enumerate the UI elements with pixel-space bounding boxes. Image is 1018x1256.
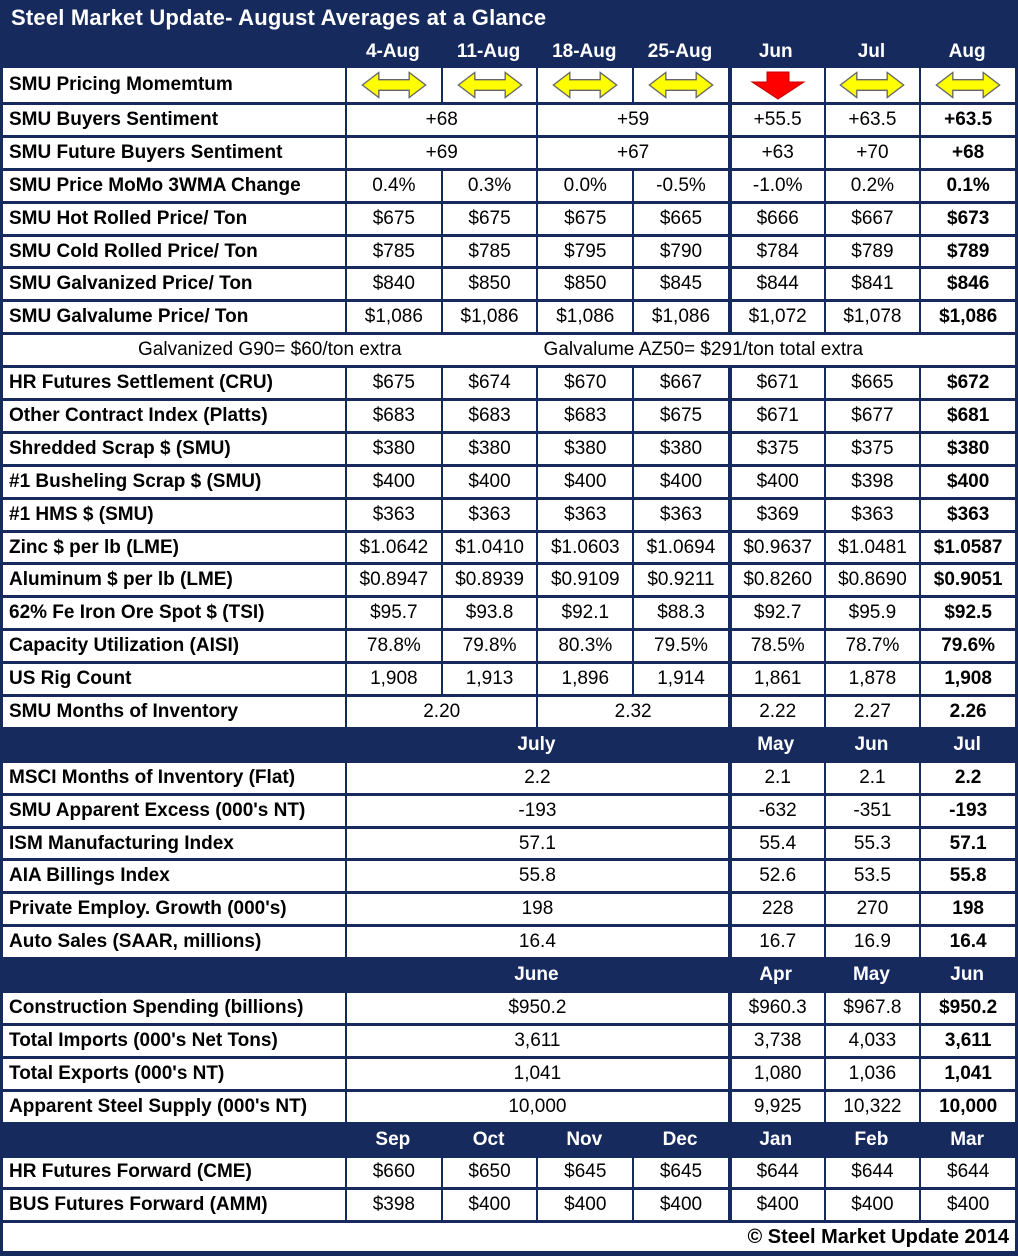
cell-value: 0.0%	[536, 171, 632, 201]
cell-value: 16.7	[728, 927, 824, 957]
cell-value: $88.3	[632, 598, 728, 628]
column-header: Jun	[950, 964, 985, 986]
cell-value: 9,925	[728, 1092, 824, 1122]
row-label: US Rig Count	[9, 668, 132, 690]
cell-value: 16.4	[345, 927, 728, 957]
cell-value: $672	[919, 368, 1015, 398]
cell-value: 16.4	[919, 927, 1015, 957]
cell-value: $660	[345, 1158, 441, 1188]
cell-value: $1.0587	[919, 533, 1015, 563]
cell-value: $670	[536, 368, 632, 398]
cell-value: $400	[919, 1190, 1015, 1220]
cell-value: 0.1%	[919, 171, 1015, 201]
cell-value: -351	[824, 796, 920, 826]
cell-value: 2.1	[824, 763, 920, 793]
table-row	[3, 398, 1015, 431]
cell-value: $400	[728, 1190, 824, 1220]
table-row	[3, 201, 1015, 234]
row-label: SMU Price MoMo 3WMA Change	[9, 174, 301, 196]
left-right-arrow-icon	[441, 68, 537, 102]
column-header: Jun	[854, 733, 889, 755]
cell-value: $683	[345, 401, 441, 431]
cell-value: $950.2	[919, 993, 1015, 1023]
cell-value: 78.7%	[824, 631, 920, 661]
cell-value: $666	[728, 204, 824, 234]
cell-value: 10,000	[345, 1092, 728, 1122]
row-label: Private Employ. Growth (000's)	[9, 898, 287, 920]
cell-value: 79.8%	[441, 631, 537, 661]
cell-value: 55.8	[919, 861, 1015, 891]
cell-value: $683	[536, 401, 632, 431]
column-header: Jun	[758, 41, 793, 62]
cell-value: $95.9	[824, 598, 920, 628]
table-row	[3, 661, 1015, 694]
cell-value: -632	[728, 796, 824, 826]
cell-value: $784	[728, 237, 824, 267]
table-row	[3, 858, 1015, 891]
cell-value: $0.8690	[824, 565, 920, 595]
cell-value: 1,896	[536, 664, 632, 694]
header-empty-label	[3, 1125, 345, 1155]
row-label: BUS Futures Forward (AMM)	[9, 1194, 268, 1216]
cell-value: $785	[345, 237, 441, 267]
title-row	[3, 0, 1015, 36]
header-empty-label	[3, 960, 345, 990]
cell-value: 0.3%	[441, 171, 537, 201]
cell-value: $400	[441, 1190, 537, 1220]
cell-value: $1,086	[441, 302, 537, 332]
left-right-arrow-icon	[536, 68, 632, 102]
cell-value: $671	[728, 368, 824, 398]
cell-value: 55.8	[345, 861, 728, 891]
table-row	[3, 826, 1015, 859]
cell-value: 1,861	[728, 664, 824, 694]
cell-value: $400	[441, 467, 537, 497]
column-header: July	[517, 733, 556, 755]
table-row	[3, 694, 1015, 727]
page-title: Steel Market Update- August Averages at a Glance	[11, 5, 547, 30]
cell-value: $850	[441, 269, 537, 299]
cell-value: +68	[345, 105, 536, 135]
column-header: Apr	[759, 964, 793, 986]
table-row	[3, 299, 1015, 332]
cell-value: 4,033	[824, 1026, 920, 1056]
cell-value: $840	[345, 269, 441, 299]
cell-value: $380	[441, 434, 537, 464]
colheader-row	[3, 36, 1015, 65]
cell-value: +68	[919, 138, 1015, 168]
cell-value: -0.5%	[632, 171, 728, 201]
cell-value: $675	[345, 368, 441, 398]
cell-value: 3,611	[345, 1026, 728, 1056]
row-label: Zinc $ per lb (LME)	[9, 536, 179, 558]
row-label: SMU Months of Inventory	[9, 700, 239, 722]
cell-value: 80.3%	[536, 631, 632, 661]
subheader-row	[3, 957, 1015, 990]
table-row	[3, 990, 1015, 1023]
row-label: SMU Galvalume Price/ Ton	[9, 306, 249, 328]
table-row	[3, 760, 1015, 793]
row-label: SMU Buyers Sentiment	[9, 108, 219, 130]
cell-value: $1,072	[728, 302, 824, 332]
cell-value: 2.2	[345, 763, 728, 793]
cell-value: $363	[345, 500, 441, 530]
cell-value: $400	[345, 467, 441, 497]
cell-value: $375	[824, 434, 920, 464]
column-header: Feb	[854, 1128, 889, 1150]
cell-value: $675	[345, 204, 441, 234]
table-row	[3, 530, 1015, 563]
cell-value: 2.22	[728, 697, 824, 727]
column-header: May	[757, 733, 795, 755]
row-label: SMU Apparent Excess (000's NT)	[9, 799, 306, 821]
column-header: 25-Aug	[647, 41, 713, 62]
cell-value: $785	[441, 237, 537, 267]
cell-value: $0.9211	[632, 565, 728, 595]
left-right-arrow-icon	[824, 68, 920, 102]
cell-value: $1.0481	[824, 533, 920, 563]
cell-value: 0.2%	[824, 171, 920, 201]
cell-value: $960.3	[728, 993, 824, 1023]
cell-value: $675	[536, 204, 632, 234]
note-galvanized: Galvanized G90= $60/ton extra	[138, 339, 402, 361]
cell-value: $375	[728, 434, 824, 464]
column-header: Aug	[948, 41, 986, 62]
note-row	[3, 332, 1015, 365]
cell-value: $790	[632, 237, 728, 267]
cell-value: -193	[345, 796, 728, 826]
row-label: MSCI Months of Inventory (Flat)	[9, 766, 296, 788]
cell-value: 198	[919, 894, 1015, 924]
cell-value: $675	[441, 204, 537, 234]
cell-value: $363	[536, 500, 632, 530]
column-header: 4-Aug	[365, 41, 420, 62]
note-text	[3, 335, 1015, 365]
cell-value: 2.20	[345, 697, 536, 727]
cell-value: $400	[824, 1190, 920, 1220]
row-label: Other Contract Index (Platts)	[9, 404, 268, 426]
row-label: Auto Sales (SAAR, millions)	[9, 931, 262, 953]
cell-value: $369	[728, 500, 824, 530]
cell-value: 79.5%	[632, 631, 728, 661]
table-row	[3, 793, 1015, 826]
column-header: Nov	[566, 1128, 603, 1150]
row-label: SMU Hot Rolled Price/ Ton	[9, 207, 248, 229]
cell-value: $845	[632, 269, 728, 299]
cell-value: $0.9637	[728, 533, 824, 563]
cell-value: 228	[728, 894, 824, 924]
cell-value: $671	[728, 401, 824, 431]
note-galvalume: Galvalume AZ50= $291/ton total extra	[543, 339, 864, 361]
left-right-arrow-icon	[919, 68, 1015, 102]
cell-value: 1,036	[824, 1059, 920, 1089]
cell-value: $363	[441, 500, 537, 530]
cell-value: 16.9	[824, 927, 920, 957]
cell-value: 3,611	[919, 1026, 1015, 1056]
footer-row	[3, 1220, 1015, 1251]
cell-value: $363	[632, 500, 728, 530]
row-label: SMU Future Buyers Sentiment	[9, 141, 283, 163]
cell-value: $400	[919, 467, 1015, 497]
cell-value: 2.1	[728, 763, 824, 793]
column-header: Jul	[857, 41, 886, 62]
column-header: June	[514, 964, 559, 986]
cell-value: $850	[536, 269, 632, 299]
cell-value: $967.8	[824, 993, 920, 1023]
table-row	[3, 102, 1015, 135]
cell-value: 10,322	[824, 1092, 920, 1122]
table-row	[3, 891, 1015, 924]
table-row	[3, 924, 1015, 957]
column-header: Dec	[662, 1128, 698, 1150]
cell-value: $92.1	[536, 598, 632, 628]
cell-value: $1,086	[919, 302, 1015, 332]
cell-value: $1.0603	[536, 533, 632, 563]
cell-value: $0.8260	[728, 565, 824, 595]
cell-value: $92.7	[728, 598, 824, 628]
cell-value: 79.6%	[919, 631, 1015, 661]
table-row	[3, 1023, 1015, 1056]
cell-value: 1,913	[441, 664, 537, 694]
row-label: 62% Fe Iron Ore Spot $ (TSI)	[9, 602, 265, 624]
row-label: AIA Billings Index	[9, 865, 170, 887]
cell-value: 2.2	[919, 763, 1015, 793]
cell-value: 1,908	[345, 664, 441, 694]
cell-value: 270	[824, 894, 920, 924]
cell-value: $789	[919, 237, 1015, 267]
table-row	[3, 135, 1015, 168]
table-row	[3, 266, 1015, 299]
row-label: Capacity Utilization (AISI)	[9, 635, 240, 657]
cell-value: $681	[919, 401, 1015, 431]
cell-value: 1,041	[345, 1059, 728, 1089]
cell-value: $846	[919, 269, 1015, 299]
cell-value: $675	[632, 401, 728, 431]
cell-value: $400	[632, 467, 728, 497]
cell-value: $683	[441, 401, 537, 431]
cell-value: $1.0694	[632, 533, 728, 563]
column-header: May	[852, 964, 890, 986]
cell-value: +63.5	[919, 105, 1015, 135]
cell-value: 198	[345, 894, 728, 924]
cell-value: 78.8%	[345, 631, 441, 661]
row-label: Total Imports (000's Net Tons)	[9, 1029, 278, 1051]
cell-value: $398	[824, 467, 920, 497]
cell-value: 55.3	[824, 829, 920, 859]
cell-value: $1,086	[632, 302, 728, 332]
cell-value: +63.5	[824, 105, 920, 135]
cell-value: $363	[824, 500, 920, 530]
cell-value: 52.6	[728, 861, 824, 891]
subheader-row	[3, 727, 1015, 760]
row-label: SMU Pricing Momemtum	[9, 74, 233, 95]
subheader-row	[3, 1122, 1015, 1155]
cell-value: $0.8939	[441, 565, 537, 595]
column-header: 11-Aug	[456, 41, 521, 62]
down-arrow-icon	[728, 68, 824, 102]
cell-value: 1,080	[728, 1059, 824, 1089]
column-header: Sep	[375, 1128, 411, 1150]
cell-value: $674	[441, 368, 537, 398]
cell-value: $1.0410	[441, 533, 537, 563]
cell-value: $380	[919, 434, 1015, 464]
cell-value: +67	[536, 138, 727, 168]
column-header: Jul	[953, 733, 981, 755]
cell-value: 1,914	[632, 664, 728, 694]
table-row	[3, 234, 1015, 267]
cell-value: $95.7	[345, 598, 441, 628]
cell-value: $0.8947	[345, 565, 441, 595]
cell-value: $400	[536, 1190, 632, 1220]
row-label: Aluminum $ per lb (LME)	[9, 569, 233, 591]
table-row	[3, 1187, 1015, 1220]
cell-value: $844	[728, 269, 824, 299]
cell-value: $650	[441, 1158, 537, 1188]
cell-value: 55.4	[728, 829, 824, 859]
row-label: Shredded Scrap $ (SMU)	[9, 437, 231, 459]
cell-value: $400	[536, 467, 632, 497]
table-row	[3, 595, 1015, 628]
cell-value: 57.1	[345, 829, 728, 859]
cell-value: +55.5	[728, 105, 824, 135]
cell-value: $1,086	[345, 302, 441, 332]
row-label: HR Futures Settlement (CRU)	[9, 372, 273, 394]
cell-value: 53.5	[824, 861, 920, 891]
column-header: 18-Aug	[552, 41, 617, 62]
cell-value: +70	[824, 138, 920, 168]
cell-value: 1,878	[824, 664, 920, 694]
cell-value: $363	[919, 500, 1015, 530]
cell-value: $665	[632, 204, 728, 234]
cell-value: $789	[824, 237, 920, 267]
table-row	[3, 431, 1015, 464]
copyright-text: © Steel Market Update 2014	[747, 1225, 1009, 1248]
cell-value: -193	[919, 796, 1015, 826]
cell-value: $644	[919, 1158, 1015, 1188]
cell-value: $380	[345, 434, 441, 464]
cell-value: $645	[632, 1158, 728, 1188]
cell-value: $400	[632, 1190, 728, 1220]
cell-value: $644	[824, 1158, 920, 1188]
cell-value: $677	[824, 401, 920, 431]
cell-value: $667	[632, 368, 728, 398]
cell-value: $645	[536, 1158, 632, 1188]
momentum-row	[3, 65, 1015, 102]
row-label: HR Futures Forward (CME)	[9, 1161, 252, 1183]
column-header: Mar	[950, 1128, 985, 1150]
cell-value: $665	[824, 368, 920, 398]
row-label: Construction Spending (billions)	[9, 996, 304, 1018]
row-label: ISM Manufacturing Index	[9, 832, 234, 854]
cell-value: $1,086	[536, 302, 632, 332]
cell-value: 10,000	[919, 1092, 1015, 1122]
table-row	[3, 464, 1015, 497]
cell-value: $0.9109	[536, 565, 632, 595]
row-label: #1 HMS $ (SMU)	[9, 503, 154, 525]
cell-value: $673	[919, 204, 1015, 234]
table-row	[3, 1089, 1015, 1122]
column-header: Jan	[759, 1128, 793, 1150]
table-row	[3, 562, 1015, 595]
cell-value: $950.2	[345, 993, 728, 1023]
cell-value: 2.32	[536, 697, 727, 727]
table-row	[3, 365, 1015, 398]
cell-value: $380	[632, 434, 728, 464]
cell-value: 2.27	[824, 697, 920, 727]
cell-value: $1,078	[824, 302, 920, 332]
cell-value: 2.26	[919, 697, 1015, 727]
cell-value: +69	[345, 138, 536, 168]
cell-value: 78.5%	[728, 631, 824, 661]
cell-value: -1.0%	[728, 171, 824, 201]
cell-value: $398	[345, 1190, 441, 1220]
cell-value: $0.9051	[919, 565, 1015, 595]
row-label: SMU Galvanized Price/ Ton	[9, 273, 253, 295]
cell-value: $667	[824, 204, 920, 234]
cell-value: 1,041	[919, 1059, 1015, 1089]
table-row	[3, 497, 1015, 530]
row-label: #1 Busheling Scrap $ (SMU)	[9, 470, 262, 492]
row-label: Apparent Steel Supply (000's NT)	[9, 1095, 308, 1117]
table-row	[3, 1056, 1015, 1089]
row-label: Total Exports (000's NT)	[9, 1062, 225, 1084]
cell-value: $400	[728, 467, 824, 497]
column-header: Oct	[472, 1128, 505, 1150]
cell-value: $644	[728, 1158, 824, 1188]
table-row	[3, 628, 1015, 661]
cell-value: 3,738	[728, 1026, 824, 1056]
cell-value: $380	[536, 434, 632, 464]
cell-value: 57.1	[919, 829, 1015, 859]
cell-value: $1.0642	[345, 533, 441, 563]
left-right-arrow-icon	[345, 68, 441, 102]
header-empty-label	[3, 730, 345, 760]
cell-value: $92.5	[919, 598, 1015, 628]
cell-value: $841	[824, 269, 920, 299]
cell-value: +59	[536, 105, 727, 135]
table-body	[3, 36, 1015, 1220]
row-label: SMU Cold Rolled Price/ Ton	[9, 240, 258, 262]
cell-value: +63	[728, 138, 824, 168]
header-empty-label	[3, 39, 345, 65]
table-row	[3, 168, 1015, 201]
left-right-arrow-icon	[632, 68, 728, 102]
cell-value: 1,908	[919, 664, 1015, 694]
cell-value: $795	[536, 237, 632, 267]
table-row	[3, 1155, 1015, 1188]
cell-value: 0.4%	[345, 171, 441, 201]
cell-value: $93.8	[441, 598, 537, 628]
